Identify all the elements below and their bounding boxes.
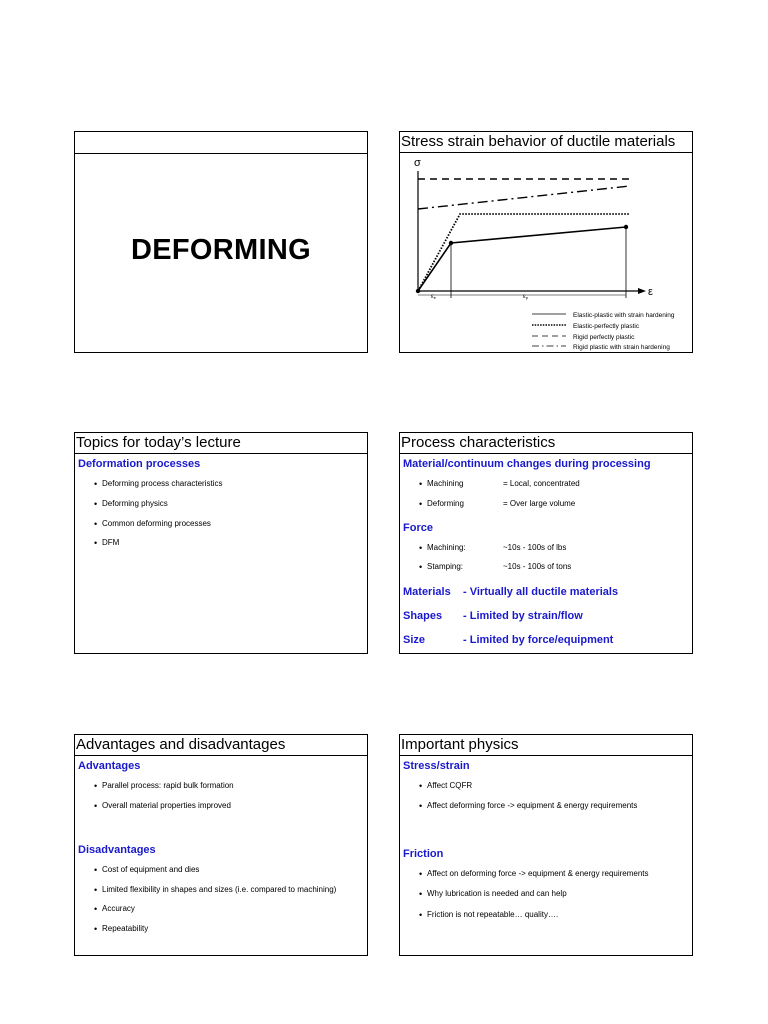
eps-p-label: εp [523, 294, 528, 300]
bullet-item: • Common deforming processes [75, 519, 211, 529]
section-heading: Advantages [78, 760, 141, 772]
bullet-item: • Repeatability [75, 924, 148, 934]
legend-item: Elastic-plastic with strain hardening [573, 312, 675, 319]
bullet-item: • Affect CQFR [400, 781, 472, 791]
bullet-item: • Stamping: ~10s - 100s of tons [400, 562, 571, 572]
bullet-item: • Affect on deforming force -> equipment & energy requirements [400, 869, 649, 879]
bullet-item: • Accuracy [75, 904, 135, 914]
slide-title [74, 131, 368, 353]
section-heading: Stress/strain [403, 760, 470, 772]
section-heading: Deformation processes [78, 458, 201, 470]
legend-item: Rigid perfectly plastic [573, 334, 635, 341]
sigma-label: σ [414, 157, 421, 169]
section-heading: Material/continuum changes during processing [403, 458, 651, 470]
slide-title: Stress strain behavior of ductile materials [400, 132, 692, 153]
rigid-plastic-hardening-line [418, 186, 630, 209]
elastic-perfectly-plastic-line [418, 214, 630, 291]
slide-title: Process characteristics [400, 433, 692, 454]
slide-topics [74, 432, 368, 654]
stress-strain-diagram [400, 153, 693, 353]
slide-title: Important physics [400, 735, 692, 756]
slide-advantages [74, 734, 368, 956]
bullet-item: • Machining: ~10s - 100s of lbs [400, 543, 566, 553]
bullet-item: • Parallel process: rapid bulk formation [75, 781, 234, 791]
characteristic-row: Size - Limited by force/equipment [403, 634, 614, 646]
bullet-item: • DFM [75, 538, 119, 548]
bullet-item: • Limited flexibility in shapes and sizes (i.e. compared to machining) [75, 885, 336, 895]
bullet-item: • Deforming process characteristics [75, 479, 222, 489]
deforming-title: DEFORMING [131, 234, 311, 266]
bullet-item: • Overall material properties improved [75, 801, 231, 811]
legend-item: Rigid plastic with strain hardening [573, 344, 670, 351]
slide-title: Advantages and disadvantages [75, 735, 367, 756]
bullet-item: • Deforming = Over large volume [400, 499, 575, 509]
section-heading: Friction [403, 848, 444, 860]
bullet-item: • Cost of equipment and dies [75, 865, 199, 875]
slide-important-physics [399, 734, 693, 956]
legend-item: Elastic-perfectly plastic [573, 323, 640, 330]
elastic-plastic-hardening-line [418, 227, 626, 291]
characteristic-row: Materials - Virtually all ductile materials [403, 586, 619, 598]
slide-title: Topics for today’s lecture [75, 433, 367, 454]
bullet-item: • Friction is not repeatable… quality…. [400, 910, 558, 920]
eps-e-label: εe [431, 294, 436, 300]
bullet-item: • Machining = Local, concentrated [400, 479, 580, 489]
x-axis-arrow-icon [638, 288, 646, 294]
epsilon-label: ε [648, 286, 653, 298]
section-heading: Disadvantages [78, 844, 156, 856]
bullet-item: • Why lubrication is needed and can help [400, 889, 567, 899]
slide-process-characteristics [399, 432, 693, 654]
slide-stress-strain [399, 131, 693, 353]
legend [532, 312, 675, 351]
characteristic-row: Shapes - Limited by strain/flow [403, 610, 583, 622]
origin-point [416, 289, 420, 293]
section-heading: Force [403, 522, 433, 534]
bullet-item: • Affect deforming force -> equipment & energy requirements [400, 801, 637, 811]
slide-header-empty [75, 132, 367, 154]
bullet-item: • Deforming physics [75, 499, 168, 509]
